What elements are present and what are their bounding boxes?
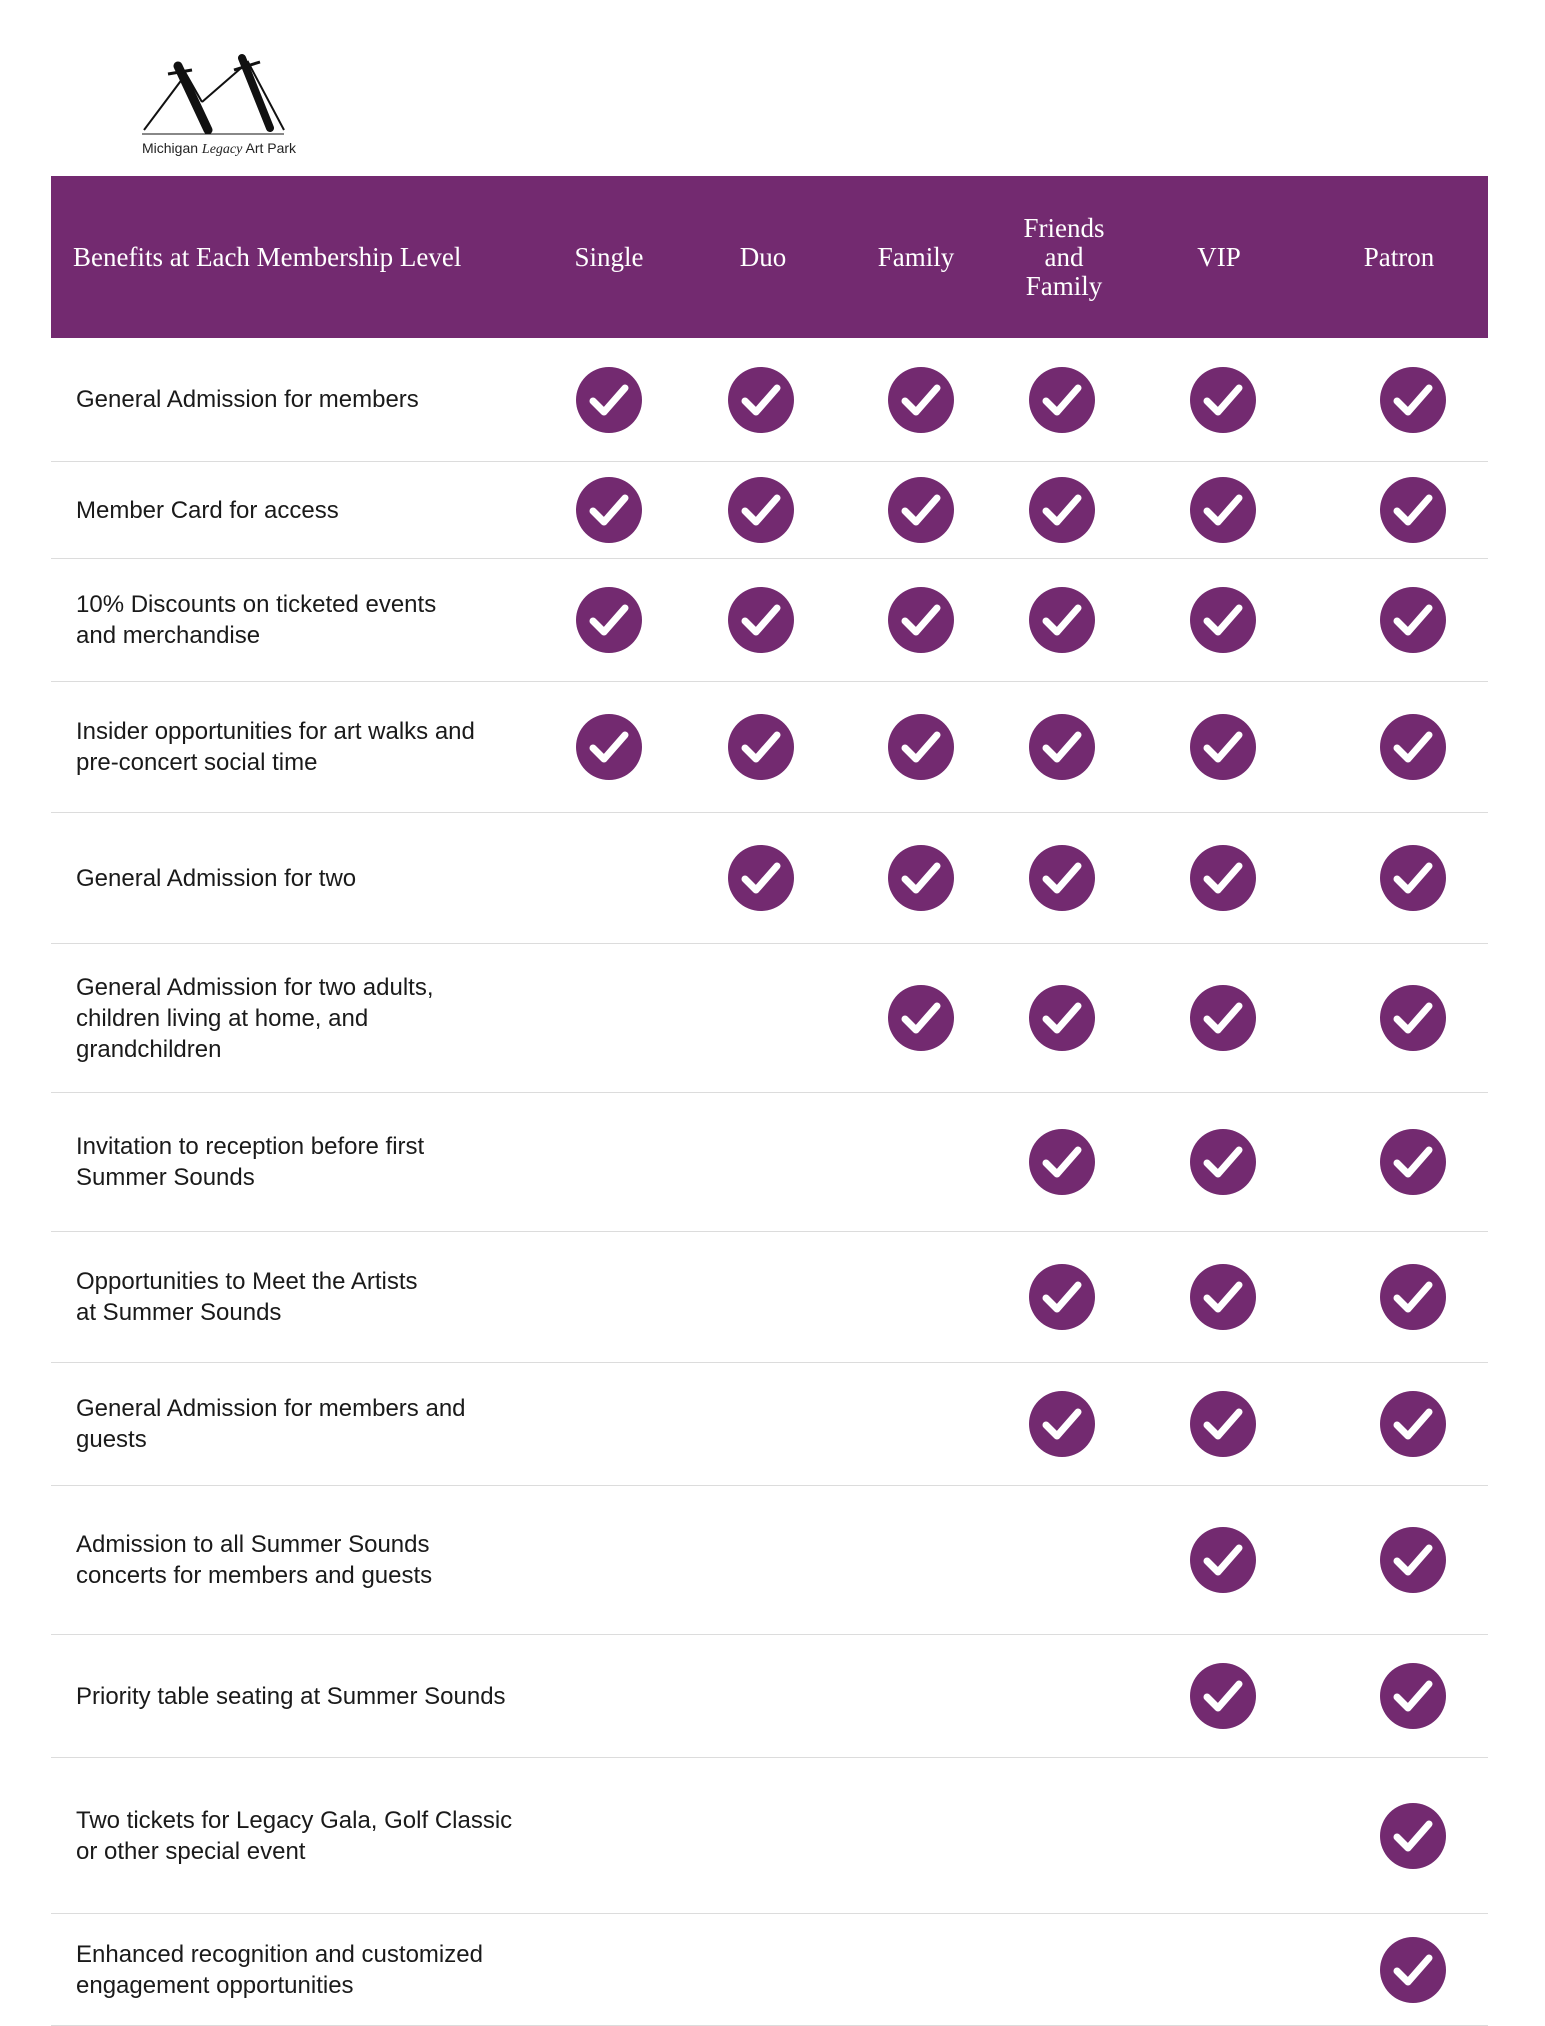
- mark-cell-duo: [711, 813, 811, 943]
- header-tier-family: Family: [877, 241, 955, 272]
- check-circle-icon: [728, 367, 794, 433]
- mark-cell-friends-and-family: [1012, 682, 1112, 812]
- check-circle-icon: [888, 985, 954, 1051]
- check-circle-icon: [1380, 985, 1446, 1051]
- check-circle-icon: [576, 714, 642, 780]
- check-circle-icon: [1190, 845, 1256, 911]
- mark-cell-patron: [1363, 1486, 1463, 1634]
- check-circle-icon: [1190, 714, 1256, 780]
- check-circle-icon: [728, 587, 794, 653]
- mark-cell-family: [871, 338, 971, 461]
- check-circle-icon: [1380, 1264, 1446, 1330]
- mark-cell-patron: [1363, 559, 1463, 681]
- header-benefits-label: Benefits at Each Membership Level: [73, 241, 462, 272]
- mark-cell-vip: [1173, 462, 1273, 558]
- check-circle-icon: [1029, 1129, 1095, 1195]
- header-tier-patron: Patron: [1363, 241, 1435, 272]
- check-circle-icon: [1380, 1663, 1446, 1729]
- check-circle-icon: [1190, 1129, 1256, 1195]
- mark-cell-duo: [711, 338, 811, 461]
- mark-cell-friends-and-family: [1012, 1093, 1112, 1231]
- check-circle-icon: [1190, 1264, 1256, 1330]
- mark-cell-vip: [1173, 559, 1273, 681]
- check-circle-icon: [728, 845, 794, 911]
- benefit-label: Priority table seating at Summer Sounds: [76, 1682, 506, 1710]
- table-header: [51, 176, 1488, 338]
- mark-cell-patron: [1363, 682, 1463, 812]
- table-row: [51, 1914, 1488, 2026]
- logo-text: Michigan Legacy Art Park: [142, 140, 297, 157]
- check-circle-icon: [1029, 985, 1095, 1051]
- mark-cell-single: [559, 559, 659, 681]
- check-circle-icon: [1190, 1663, 1256, 1729]
- check-circle-icon: [1380, 845, 1446, 911]
- benefit-label: Invitation to reception before first Summer Sounds: [76, 1133, 425, 1191]
- table-row: [51, 944, 1488, 1093]
- mark-cell-family: [871, 813, 971, 943]
- logo: [138, 52, 297, 162]
- mark-cell-patron: [1363, 1363, 1463, 1485]
- mark-cell-duo: [711, 462, 811, 558]
- mark-cell-single: [559, 682, 659, 812]
- check-circle-icon: [888, 367, 954, 433]
- check-circle-icon: [1190, 587, 1256, 653]
- mark-cell-vip: [1173, 813, 1273, 943]
- check-circle-icon: [1029, 367, 1095, 433]
- table-row: [51, 1758, 1488, 1914]
- check-circle-icon: [576, 587, 642, 653]
- table-row: [51, 462, 1488, 559]
- check-circle-icon: [728, 477, 794, 543]
- check-circle-icon: [1380, 1803, 1446, 1869]
- benefit-label: 10% Discounts on ticketed events and merchandise: [76, 591, 437, 649]
- check-circle-icon: [1029, 714, 1095, 780]
- table-row: [51, 1363, 1488, 1486]
- mark-cell-vip: [1173, 338, 1273, 461]
- check-circle-icon: [1380, 1937, 1446, 2003]
- table-row: [51, 1635, 1488, 1758]
- mark-cell-patron: [1363, 1914, 1463, 2025]
- mark-cell-vip: [1173, 682, 1273, 812]
- check-circle-icon: [1380, 477, 1446, 543]
- mark-cell-single: [559, 462, 659, 558]
- benefit-label: Enhanced recognition and customized engagement opportunities: [76, 1940, 483, 1999]
- header-tier-friends-and-family: Friends and Family: [1023, 212, 1105, 301]
- mark-cell-duo: [711, 682, 811, 812]
- mark-cell-patron: [1363, 1758, 1463, 1913]
- mark-cell-vip: [1173, 944, 1273, 1092]
- benefit-label: General Admission for members and guests: [76, 1395, 466, 1453]
- mark-cell-duo: [711, 559, 811, 681]
- mark-cell-friends-and-family: [1012, 813, 1112, 943]
- mark-cell-family: [871, 462, 971, 558]
- check-circle-icon: [888, 477, 954, 543]
- check-circle-icon: [1029, 845, 1095, 911]
- logo-mark-icon: [138, 52, 288, 147]
- check-circle-icon: [576, 477, 642, 543]
- table-row: [51, 338, 1488, 462]
- header-tier-vip: VIP: [1197, 241, 1241, 272]
- check-circle-icon: [1380, 587, 1446, 653]
- check-circle-icon: [1029, 587, 1095, 653]
- mark-cell-patron: [1363, 944, 1463, 1092]
- benefit-label: Admission to all Summer Sounds concerts for members and guests: [76, 1531, 433, 1589]
- table-row: [51, 682, 1488, 813]
- mark-cell-vip: [1173, 1635, 1273, 1757]
- mark-cell-friends-and-family: [1012, 1232, 1112, 1362]
- check-circle-icon: [1190, 477, 1256, 543]
- table-row: [51, 1232, 1488, 1363]
- benefit-label: General Admission for members: [76, 386, 419, 413]
- benefit-label: Insider opportunities for art walks and pre-concert social time: [76, 718, 475, 776]
- header-tier-duo: Duo: [739, 241, 787, 272]
- check-circle-icon: [1380, 1391, 1446, 1457]
- mark-cell-patron: [1363, 813, 1463, 943]
- mark-cell-patron: [1363, 1635, 1463, 1757]
- mark-cell-friends-and-family: [1012, 338, 1112, 461]
- check-circle-icon: [1029, 1264, 1095, 1330]
- mark-cell-friends-and-family: [1012, 944, 1112, 1092]
- mark-cell-friends-and-family: [1012, 1363, 1112, 1485]
- check-circle-icon: [1190, 367, 1256, 433]
- check-circle-icon: [1190, 1527, 1256, 1593]
- table-row: [51, 559, 1488, 682]
- check-circle-icon: [1029, 1391, 1095, 1457]
- table-row: [51, 813, 1488, 944]
- mark-cell-vip: [1173, 1363, 1273, 1485]
- check-circle-icon: [728, 714, 794, 780]
- mark-cell-family: [871, 682, 971, 812]
- check-circle-icon: [1380, 367, 1446, 433]
- mark-cell-single: [559, 338, 659, 461]
- benefit-label: Opportunities to Meet the Artists at Summer Sounds: [76, 1268, 418, 1326]
- header-tier-single: Single: [574, 241, 644, 272]
- check-circle-icon: [888, 845, 954, 911]
- table-body: [51, 338, 1488, 2026]
- benefit-label: General Admission for two adults, children living at home, and grandchildren: [76, 973, 434, 1063]
- benefit-label: Member Card for access: [76, 496, 339, 524]
- table-row: [51, 1486, 1488, 1635]
- benefit-label: General Admission for two: [76, 864, 357, 892]
- mark-cell-family: [871, 559, 971, 681]
- mark-cell-vip: [1173, 1232, 1273, 1362]
- mark-cell-patron: [1363, 1093, 1463, 1231]
- check-circle-icon: [1380, 1527, 1446, 1593]
- mark-cell-vip: [1173, 1093, 1273, 1231]
- mark-cell-patron: [1363, 462, 1463, 558]
- mark-cell-vip: [1173, 1486, 1273, 1634]
- check-circle-icon: [576, 367, 642, 433]
- mark-cell-family: [871, 944, 971, 1092]
- check-circle-icon: [1190, 985, 1256, 1051]
- table-row: [51, 1093, 1488, 1232]
- check-circle-icon: [888, 587, 954, 653]
- check-circle-icon: [1380, 714, 1446, 780]
- check-circle-icon: [888, 714, 954, 780]
- benefit-label: Two tickets for Legacy Gala, Golf Classic or other special event: [76, 1806, 513, 1865]
- check-circle-icon: [1029, 477, 1095, 543]
- mark-cell-friends-and-family: [1012, 559, 1112, 681]
- membership-benefits-table: [51, 176, 1488, 2026]
- mark-cell-patron: [1363, 338, 1463, 461]
- mark-cell-friends-and-family: [1012, 462, 1112, 558]
- check-circle-icon: [1190, 1391, 1256, 1457]
- mark-cell-patron: [1363, 1232, 1463, 1362]
- check-circle-icon: [1380, 1129, 1446, 1195]
